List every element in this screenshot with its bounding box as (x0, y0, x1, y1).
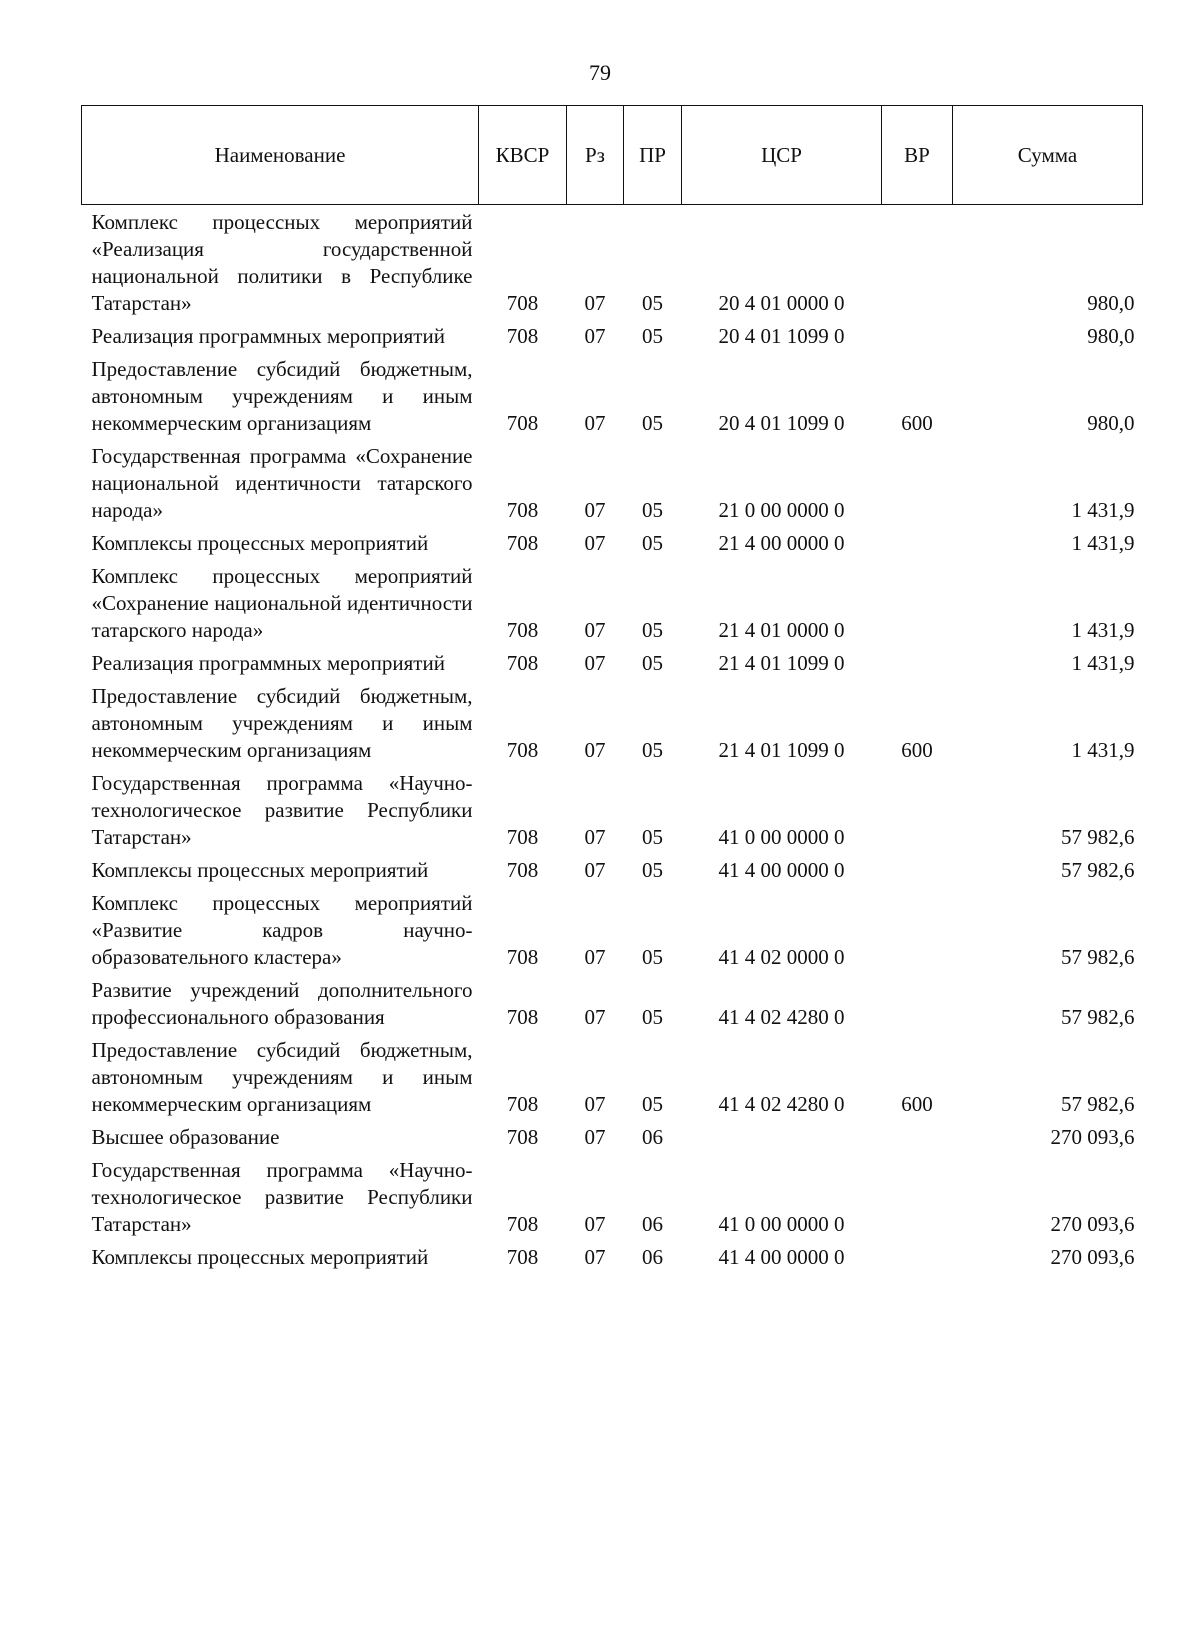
cell-rz: 07 (584, 858, 606, 882)
cell-pr: 05 (642, 1092, 663, 1116)
table-row (82, 439, 1143, 526)
table-row (82, 853, 1143, 886)
cell-name: Комплексы процессных мероприятий (91, 858, 429, 882)
cell-name: Развитие учреждений дополнительного профессионального образования (91, 978, 473, 1029)
cell-rz: 07 (584, 618, 606, 642)
cell-name: Государственная программа «Научно-технологическое развитие Республики Татарстан» (91, 1158, 473, 1236)
cell-rz: 07 (584, 531, 606, 555)
cell-csr: 41 4 02 0000 0 (718, 945, 845, 969)
cell-csr: 21 4 00 0000 0 (718, 531, 845, 555)
table-header (82, 106, 1143, 205)
cell-kvsr: 708 (506, 618, 539, 642)
cell-sum: 980,0 (1087, 291, 1135, 315)
cell-pr: 05 (642, 825, 663, 849)
cell-kvsr: 708 (506, 531, 539, 555)
cell-vr (882, 319, 953, 352)
cell-vr (882, 766, 953, 853)
cell-csr: 21 0 00 0000 0 (718, 498, 845, 522)
cell-pr: 05 (642, 498, 663, 522)
cell-name: Реализация программных мероприятий (91, 324, 445, 348)
table-row (82, 646, 1143, 679)
cell-rz: 07 (584, 1092, 606, 1116)
cell-rz: 07 (584, 498, 606, 522)
header-name: Наименование (82, 106, 479, 205)
header-vr: ВР (882, 106, 953, 205)
cell-rz: 07 (584, 1212, 606, 1236)
cell-name: Комплексы процессных мероприятий (91, 531, 429, 555)
cell-name: Предоставление субсидий бюджетным, автономным учреждениям и иным некоммерческим организациям (91, 684, 473, 762)
cell-csr: 21 4 01 0000 0 (718, 618, 845, 642)
cell-sum: 1 431,9 (1071, 531, 1135, 555)
table-row (82, 766, 1143, 853)
cell-kvsr: 708 (506, 498, 539, 522)
cell-sum: 57 982,6 (1061, 1092, 1135, 1116)
cell-rz: 07 (584, 825, 606, 849)
cell-pr: 05 (642, 531, 663, 555)
cell-sum: 57 982,6 (1061, 1005, 1135, 1029)
cell-name: Предоставление субсидий бюджетным, автономным учреждениям и иным некоммерческим организациям (91, 1038, 473, 1116)
table-row (82, 1240, 1143, 1273)
header-pr: ПР (624, 106, 682, 205)
cell-csr: 21 4 01 1099 0 (718, 738, 845, 762)
table-row (82, 1120, 1143, 1153)
cell-vr (882, 886, 953, 973)
cell-vr (882, 1120, 953, 1153)
table-row (82, 319, 1143, 352)
cell-csr: 41 0 00 0000 0 (718, 825, 845, 849)
cell-vr (882, 973, 953, 1033)
cell-name: Комплексы процессных мероприятий (91, 1245, 429, 1269)
table-row (82, 1033, 1143, 1120)
cell-vr (882, 853, 953, 886)
table-row (82, 1153, 1143, 1240)
cell-rz: 07 (584, 651, 606, 675)
cell-name: Высшее образование (91, 1125, 280, 1149)
cell-sum: 980,0 (1087, 324, 1135, 348)
cell-sum: 270 093,6 (1050, 1245, 1135, 1269)
cell-pr: 05 (642, 618, 663, 642)
cell-csr (682, 1120, 882, 1153)
cell-pr: 05 (642, 945, 663, 969)
table-body (82, 205, 1143, 1274)
cell-vr (882, 439, 953, 526)
cell-name: Предоставление субсидий бюджетным, автономным учреждениям и иным некоммерческим организациям (91, 357, 473, 435)
header-kvsr: КВСР (479, 106, 567, 205)
table-row (82, 526, 1143, 559)
cell-kvsr: 708 (506, 945, 539, 969)
cell-kvsr: 708 (506, 1005, 539, 1029)
cell-rz: 07 (584, 1005, 606, 1029)
cell-csr: 20 4 01 0000 0 (718, 291, 845, 315)
cell-vr: 600 (901, 411, 933, 435)
cell-pr: 05 (642, 411, 663, 435)
cell-sum: 980,0 (1087, 411, 1135, 435)
cell-csr: 41 4 00 0000 0 (718, 1245, 845, 1269)
cell-rz: 07 (584, 1125, 606, 1149)
cell-kvsr: 708 (506, 651, 539, 675)
cell-pr: 05 (642, 291, 663, 315)
cell-rz: 07 (584, 411, 606, 435)
cell-rz: 07 (584, 738, 606, 762)
cell-csr: 41 4 02 4280 0 (718, 1092, 845, 1116)
cell-sum: 1 431,9 (1071, 498, 1135, 522)
cell-vr: 600 (901, 738, 933, 762)
cell-pr: 05 (642, 858, 663, 882)
cell-csr: 20 4 01 1099 0 (718, 324, 845, 348)
cell-vr (882, 646, 953, 679)
cell-rz: 07 (584, 1245, 606, 1269)
cell-vr (882, 205, 953, 320)
budget-table (81, 105, 1143, 1273)
cell-vr (882, 559, 953, 646)
cell-csr: 20 4 01 1099 0 (718, 411, 845, 435)
cell-pr: 05 (642, 324, 663, 348)
header-rz: Рз (567, 106, 624, 205)
cell-kvsr: 708 (506, 1212, 539, 1236)
cell-csr: 21 4 01 1099 0 (718, 651, 845, 675)
cell-kvsr: 708 (506, 858, 539, 882)
cell-kvsr: 708 (506, 324, 539, 348)
cell-sum: 57 982,6 (1061, 945, 1135, 969)
cell-pr: 05 (642, 651, 663, 675)
cell-kvsr: 708 (506, 291, 539, 315)
cell-sum: 57 982,6 (1061, 825, 1135, 849)
header-sum: Сумма (953, 106, 1143, 205)
table-row (82, 352, 1143, 439)
cell-name: Реализация программных мероприятий (91, 651, 445, 675)
cell-sum: 1 431,9 (1071, 618, 1135, 642)
page-number: 79 (589, 60, 611, 85)
cell-sum: 270 093,6 (1050, 1212, 1135, 1236)
table-row (82, 973, 1143, 1033)
cell-csr: 41 0 00 0000 0 (718, 1212, 845, 1236)
cell-name: Комплекс процессных мероприятий «Реализация государственной национальной политики в Республике Татарстан» (91, 210, 473, 315)
cell-vr (882, 526, 953, 559)
cell-kvsr: 708 (506, 411, 539, 435)
cell-kvsr: 708 (506, 1092, 539, 1116)
cell-pr: 06 (642, 1245, 663, 1269)
cell-kvsr: 708 (506, 1125, 539, 1149)
table-row (82, 679, 1143, 766)
cell-kvsr: 708 (506, 825, 539, 849)
cell-rz: 07 (584, 291, 606, 315)
cell-pr: 06 (642, 1212, 663, 1236)
cell-vr: 600 (901, 1092, 933, 1116)
cell-csr: 41 4 02 4280 0 (718, 1005, 845, 1029)
header-csr: ЦСР (682, 106, 882, 205)
table-row (82, 559, 1143, 646)
table-row (82, 205, 1143, 320)
cell-name: Комплекс процессных мероприятий «Развитие кадров научно-образовательного кластера» (91, 891, 473, 969)
cell-vr (882, 1240, 953, 1273)
cell-kvsr: 708 (506, 738, 539, 762)
cell-vr (882, 1153, 953, 1240)
cell-rz: 07 (584, 324, 606, 348)
cell-csr: 41 4 00 0000 0 (718, 858, 845, 882)
cell-kvsr: 708 (506, 1245, 539, 1269)
cell-name: Государственная программа «Научно-технологическое развитие Республики Татарстан» (91, 771, 473, 849)
cell-name: Комплекс процессных мероприятий «Сохранение национальной идентичности татарского народа» (91, 564, 473, 642)
cell-sum: 1 431,9 (1071, 738, 1135, 762)
cell-sum: 270 093,6 (1050, 1125, 1135, 1149)
cell-pr: 05 (642, 1005, 663, 1029)
cell-pr: 06 (642, 1125, 663, 1149)
cell-sum: 57 982,6 (1061, 858, 1135, 882)
cell-name: Государственная программа «Сохранение национальной идентичности татарского народа» (91, 444, 473, 522)
cell-rz: 07 (584, 945, 606, 969)
cell-sum: 1 431,9 (1071, 651, 1135, 675)
cell-pr: 05 (642, 738, 663, 762)
table-row (82, 886, 1143, 973)
